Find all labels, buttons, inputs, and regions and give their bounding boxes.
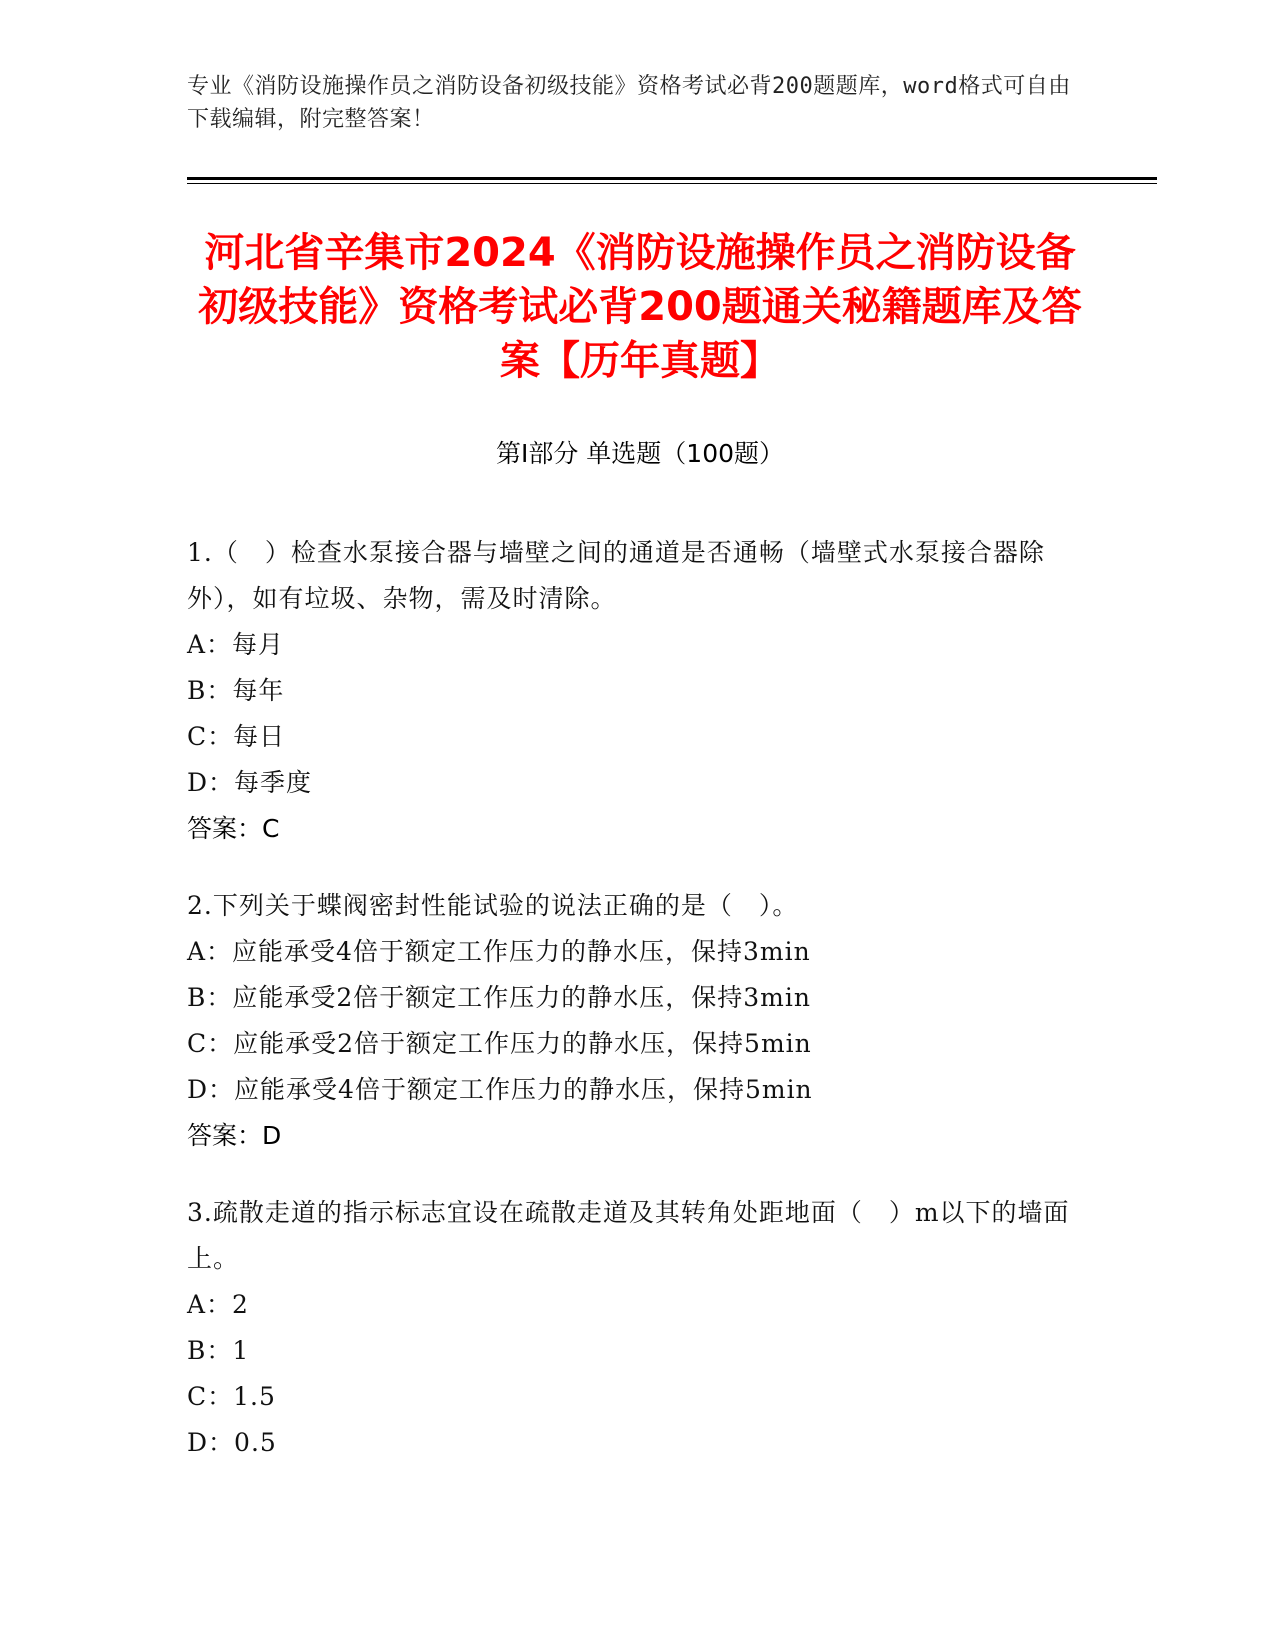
option-d: D：每季度 <box>187 768 313 797</box>
question-2 <box>187 883 1087 1159</box>
option-d: D：0.5 <box>187 1428 277 1457</box>
option-c: C：每日 <box>187 722 286 751</box>
option-a: A：2 <box>187 1290 249 1319</box>
option-c: C：1.5 <box>187 1382 276 1411</box>
option-d: D：应能承受4倍于额定工作压力的静水压，保持5min <box>187 1075 813 1104</box>
question-stem: 3.疏散走道的指示标志宜设在疏散走道及其转角处距地面（ ）m以下的墙面上。 <box>187 1198 1070 1273</box>
answer-line: 答案：D <box>187 1121 282 1150</box>
section-title: 第Ⅰ部分 单选题（100题） <box>495 439 785 468</box>
header-rule-thin <box>187 183 1157 184</box>
document-title: 河北省辛集市2024《消防设施操作员之消防设备初级技能》资格考试必背200题通关秘籍题库及答案【历年真题】 <box>198 230 1082 384</box>
option-a: A：每月 <box>187 630 285 659</box>
option-b: B：1 <box>187 1336 250 1365</box>
option-a: A：应能承受4倍于额定工作压力的静水压，保持3min <box>187 937 811 966</box>
question-3 <box>187 1190 1087 1466</box>
answer-line: 答案：C <box>187 814 280 843</box>
option-c: C：应能承受2倍于额定工作压力的静水压，保持5min <box>187 1029 812 1058</box>
option-b: B：每年 <box>187 676 285 705</box>
question-stem: 1.（ ）检查水泵接合器与墙壁之间的通道是否通畅（墙壁式水泵接合器除外），如有垃圾、杂物，需及时清除。 <box>187 538 1045 613</box>
option-b: B：应能承受2倍于额定工作压力的静水压，保持3min <box>187 983 811 1012</box>
header-note: 专业《消防设施操作员之消防设备初级技能》资格考试必背200题题库，word格式可自由下载编辑，附完整答案！ <box>187 74 1071 132</box>
question-stem: 2.下列关于蝶阀密封性能试验的说法正确的是（ ）。 <box>187 891 799 920</box>
header-rule-thick <box>187 177 1157 180</box>
question-1 <box>187 530 1087 852</box>
question-list <box>187 530 1087 1497</box>
